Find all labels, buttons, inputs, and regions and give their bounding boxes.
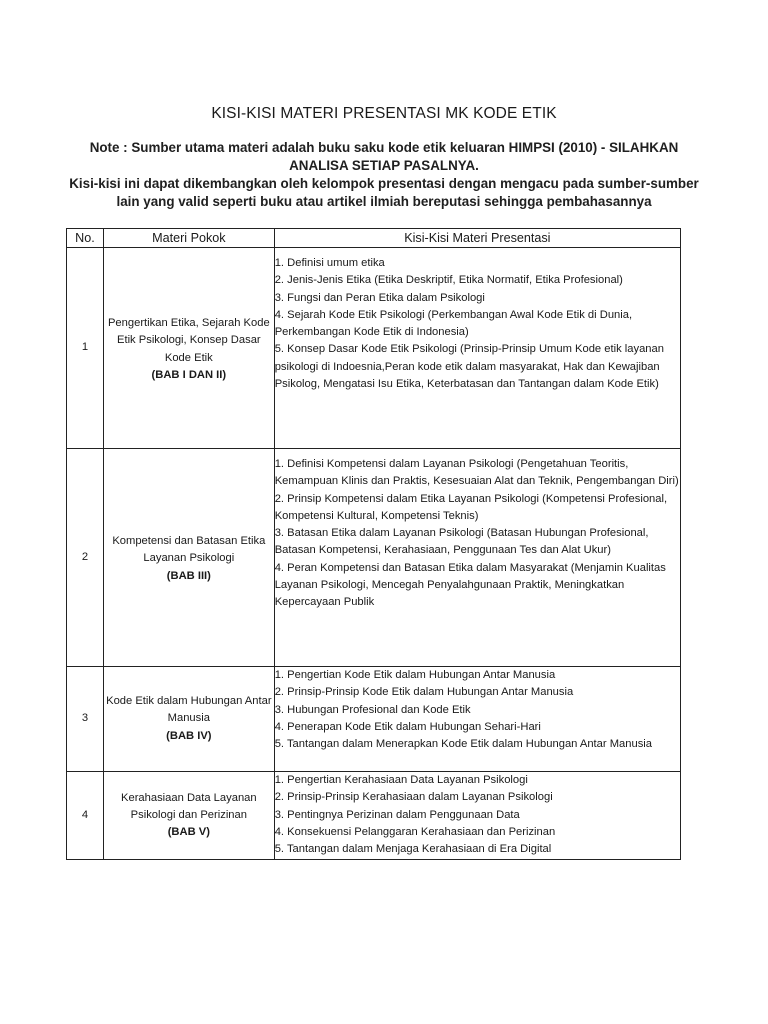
kisi-item: 2. Prinsip-Prinsip Kerahasiaan dalam Layanan Psikologi <box>274 791 553 804</box>
bab-label: (BAB I DAN II) <box>151 368 227 381</box>
kisi-kisi-cell <box>274 449 680 667</box>
kisi-item: 3. Hubungan Profesional dan Kode Etik <box>274 703 471 716</box>
kisi-item: 5. Tantangan dalam Menjaga Kerahasiaan di Era Digital <box>274 843 552 856</box>
kisi-kisi-cell <box>274 667 680 772</box>
kisi-item: 2. Prinsip Kompetensi dalam Etika Layanan Psikologi (Kompetensi Profesional, Kompetensi Kultural, Kompetensi Teknis) <box>274 492 668 522</box>
note-line-2: Kisi-kisi ini dapat dikembangkan oleh kelompok presentasi dengan mengacu pada sumber-sumber lain yang valid seperti buku atau artikel ilmiah bereputasi sehingga pembahasannya <box>69 176 699 209</box>
kisi-item: 1. Pengertian Kerahasiaan Data Layanan Psikologi <box>274 774 528 786</box>
header-no: No. <box>67 229 104 248</box>
kisi-item: 4. Peran Kompetensi dan Batasan Etika dalam Masyarakat (Menjamin Kualitas Layanan Psikologi, Mencegah Penyalahgunaan Praktik, Meningkatkan Kepercayaan Publik <box>274 561 666 609</box>
materi-pokok-cell <box>103 667 274 772</box>
header-materi-pokok: Materi Pokok <box>103 229 274 248</box>
kisi-item: 4. Konsekuensi Pelanggaran Kerahasiaan dan Perizinan <box>274 825 556 838</box>
row-number: 3 <box>67 667 104 772</box>
kisi-item: 2. Jenis-Jenis Etika (Etika Deskriptif, Etika Normatif, Etika Profesional) <box>274 274 623 287</box>
row-number: 1 <box>67 248 104 449</box>
materi-pokok-cell <box>103 248 274 449</box>
materi-pokok-text: Kerahasiaan Data Layanan Psikologi dan Perizinan <box>121 791 257 821</box>
kisi-kisi-cell <box>274 772 680 860</box>
table-row <box>67 772 681 860</box>
materi-pokok-text: Pengertikan Etika, Sejarah Kode Etik Psikologi, Konsep Dasar Kode Etik <box>107 316 270 364</box>
materi-pokok-cell <box>103 449 274 667</box>
kisi-item: 2. Prinsip-Prinsip Kode Etik dalam Hubungan Antar Manusia <box>274 686 574 699</box>
bab-label: (BAB III) <box>166 569 211 582</box>
table-row <box>67 667 681 772</box>
kisi-kisi-cell <box>274 248 680 449</box>
kisi-kisi-table <box>66 228 681 860</box>
row-number: 2 <box>67 449 104 667</box>
document-title: KISI-KISI MATERI PRESENTASI MK KODE ETIK <box>211 105 557 122</box>
kisi-item: 5. Konsep Dasar Kode Etik Psikologi (Prinsip-Prinsip Umum Kode etik layanan psikologi di Indoesnia,Peran kode etik dalam masyarakat, Hak dan Kewajiban Psikolog, Mengatasi Isu Etika, Keterbatasan dan Tantangan dalam Kode Etik) <box>274 343 664 391</box>
kisi-item: 1. Definisi Kompetensi dalam Layanan Psikologi (Pengetahuan Teoritis, Kemampuan Klinis dan Praktis, Kesesuaian Alat dan Teknik, Pengembangan Diri) <box>274 458 679 488</box>
note-line-1: Note : Sumber utama materi adalah buku saku kode etik keluaran HIMPSI (2010) - SILAHKAN ANALISA SETIAP PASALNYA. <box>89 140 679 173</box>
materi-pokok-cell <box>103 772 274 860</box>
kisi-item: 1. Definisi umum etika <box>274 257 385 269</box>
row-number: 4 <box>67 772 104 860</box>
kisi-item: 4. Sejarah Kode Etik Psikologi (Perkembangan Awal Kode Etik di Dunia, Perkembangan Kode Etik di Indonesia) <box>274 308 633 339</box>
kisi-item: 3. Fungsi dan Peran Etika dalam Psikologi <box>274 291 485 304</box>
table-header-row <box>67 229 681 248</box>
kisi-item: 3. Batasan Etika dalam Layanan Psikologi (Batasan Hubungan Profesional, Batasan Kompetensi, Kerahasiaan, Penggunaan Tes dan Alat Ukur) <box>274 527 649 557</box>
kisi-item: 1. Pengertian Kode Etik dalam Hubungan Antar Manusia <box>274 669 556 681</box>
bab-label: (BAB V) <box>167 826 210 839</box>
materi-pokok-text: Kode Etik dalam Hubungan Antar Manusia <box>106 695 272 725</box>
kisi-item: 5. Tantangan dalam Menerapkan Kode Etik dalam Hubungan Antar Manusia <box>274 738 653 751</box>
table-row <box>67 248 681 449</box>
kisi-item: 3. Pentingnya Perizinan dalam Penggunaan Data <box>274 808 520 821</box>
header-kisi-kisi: Kisi-Kisi Materi Presentasi <box>274 229 680 248</box>
table-row <box>67 449 681 667</box>
kisi-item: 4. Penerapan Kode Etik dalam Hubungan Sehari-Hari <box>274 720 541 733</box>
note-block <box>60 139 708 211</box>
bab-label: (BAB IV) <box>166 729 212 742</box>
materi-pokok-text: Kompetensi dan Batasan Etika Layanan Psikologi <box>112 535 266 565</box>
